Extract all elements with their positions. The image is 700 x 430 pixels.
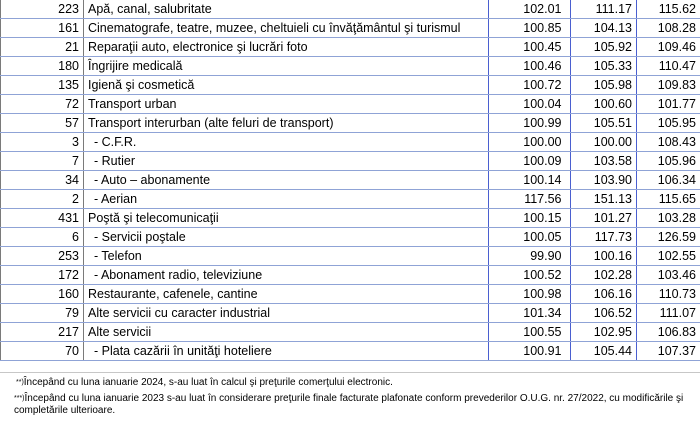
footnote-2: [0, 393, 700, 417]
index-value-1-cell: 100.45: [489, 38, 566, 57]
index-value-3-cell: 111.07: [637, 304, 700, 323]
index-value-2-cell: 104.13: [571, 19, 637, 38]
index-value-1-cell: 100.46: [489, 57, 566, 76]
category-name-cell: Poştă şi telecomunicaţii: [84, 209, 489, 228]
weight-cell: 431: [1, 209, 84, 228]
weight-cell: 2: [1, 190, 84, 209]
index-value-1-cell: 100.52: [489, 266, 566, 285]
weight-cell: 180: [1, 57, 84, 76]
table-row: [1, 19, 700, 38]
weight-cell: 70: [1, 342, 84, 361]
weight-cell: 160: [1, 285, 84, 304]
index-value-2-cell: 102.95: [571, 323, 637, 342]
index-value-1-cell: 100.85: [489, 19, 566, 38]
index-value-2-cell: 100.00: [571, 133, 637, 152]
index-value-1-cell: 100.55: [489, 323, 566, 342]
index-value-2-cell: 117.73: [571, 228, 637, 247]
weight-cell: 6: [1, 228, 84, 247]
index-value-1-cell: 117.56: [489, 190, 566, 209]
index-value-2-cell: 105.44: [571, 342, 637, 361]
table-row: [1, 266, 700, 285]
table-row: [1, 76, 700, 95]
index-value-2-cell: 105.33: [571, 57, 637, 76]
index-value-2-cell: 100.60: [571, 95, 637, 114]
index-value-1-cell: 100.00: [489, 133, 566, 152]
index-value-2-cell: 101.27: [571, 209, 637, 228]
table-row: [1, 209, 700, 228]
index-value-3-cell: 103.28: [637, 209, 700, 228]
index-value-3-cell: 105.95: [637, 114, 700, 133]
index-value-3-cell: 107.37: [637, 342, 700, 361]
index-value-3-cell: 106.83: [637, 323, 700, 342]
weight-cell: 21: [1, 38, 84, 57]
category-name-cell: Alte servicii cu caracter industrial: [84, 304, 489, 323]
index-value-1-cell: 100.99: [489, 114, 566, 133]
table-row: [1, 304, 700, 323]
category-name-cell: Cinematografe, teatre, muzee, cheltuieli cu învăţământul şi turismul: [84, 19, 489, 38]
table-row: [1, 285, 700, 304]
table-row: [1, 171, 700, 190]
footnote-divider: [0, 372, 700, 373]
index-value-2-cell: 105.98: [571, 76, 637, 95]
weight-cell: 79: [1, 304, 84, 323]
index-value-1-cell: 100.91: [489, 342, 566, 361]
index-value-3-cell: 103.46: [637, 266, 700, 285]
table-row: [1, 0, 700, 19]
index-value-1-cell: 99.90: [489, 247, 566, 266]
category-name-cell: - C.F.R.: [84, 133, 489, 152]
table-body: [1, 0, 700, 361]
footnote-1-text: Începând cu luna ianuarie 2024, s-au luat în calcul şi preţurile comerţului electronic.: [23, 377, 393, 388]
table-row: [1, 323, 700, 342]
table-row: [1, 342, 700, 361]
index-value-1-cell: 100.14: [489, 171, 566, 190]
footnote-2-text: Începând cu luna ianuarie 2023 s-au luat în considerare preţurile finale facturate plafonate conform prevederilor O.U.G. nr. 27/2022, cu modificările şi completările ulterioare.: [14, 393, 684, 416]
index-value-3-cell: 102.55: [637, 247, 700, 266]
index-value-2-cell: 102.28: [571, 266, 637, 285]
index-value-1-cell: 100.04: [489, 95, 566, 114]
index-value-1-cell: 100.15: [489, 209, 566, 228]
table-row: [1, 114, 700, 133]
footnote-1: [0, 377, 700, 389]
weight-cell: 7: [1, 152, 84, 171]
weight-cell: 223: [1, 0, 84, 19]
category-name-cell: Transport interurban (alte feluri de transport): [84, 114, 489, 133]
weight-cell: 172: [1, 266, 84, 285]
weight-cell: 72: [1, 95, 84, 114]
index-value-2-cell: 105.92: [571, 38, 637, 57]
weight-cell: 253: [1, 247, 84, 266]
category-name-cell: Îngrijire medicală: [84, 57, 489, 76]
index-value-2-cell: 100.16: [571, 247, 637, 266]
index-value-3-cell: 108.28: [637, 19, 700, 38]
category-name-cell: Transport urban: [84, 95, 489, 114]
category-name-cell: - Servicii poştale: [84, 228, 489, 247]
index-value-1-cell: 100.09: [489, 152, 566, 171]
index-value-1-cell: 102.01: [489, 0, 566, 19]
index-value-2-cell: 151.13: [571, 190, 637, 209]
index-value-3-cell: 109.83: [637, 76, 700, 95]
weight-cell: 161: [1, 19, 84, 38]
weight-cell: 3: [1, 133, 84, 152]
table-row: [1, 228, 700, 247]
index-value-3-cell: 105.96: [637, 152, 700, 171]
category-name-cell: Restaurante, cafenele, cantine: [84, 285, 489, 304]
index-value-2-cell: 105.51: [571, 114, 637, 133]
table-row: [1, 95, 700, 114]
index-value-1-cell: 100.72: [489, 76, 566, 95]
category-name-cell: - Aerian: [84, 190, 489, 209]
category-name-cell: Reparaţii auto, electronice şi lucrări foto: [84, 38, 489, 57]
table-row: [1, 152, 700, 171]
index-value-3-cell: 110.73: [637, 285, 700, 304]
table-row: [1, 190, 700, 209]
index-value-3-cell: 126.59: [637, 228, 700, 247]
index-value-2-cell: 103.58: [571, 152, 637, 171]
category-name-cell: - Auto – abonamente: [84, 171, 489, 190]
index-value-1-cell: 100.05: [489, 228, 566, 247]
index-value-3-cell: 106.34: [637, 171, 700, 190]
table-row: [1, 57, 700, 76]
weight-cell: 135: [1, 76, 84, 95]
category-name-cell: - Plata cazării în unităţi hoteliere: [84, 342, 489, 361]
index-value-3-cell: 109.46: [637, 38, 700, 57]
table-row: [1, 133, 700, 152]
weight-cell: 217: [1, 323, 84, 342]
category-name-cell: Igienă şi cosmetică: [84, 76, 489, 95]
index-value-3-cell: 108.43: [637, 133, 700, 152]
index-value-3-cell: 115.62: [637, 0, 700, 19]
index-value-1-cell: 101.34: [489, 304, 566, 323]
category-name-cell: Alte servicii: [84, 323, 489, 342]
table-row: [1, 38, 700, 57]
category-name-cell: - Telefon: [84, 247, 489, 266]
weight-cell: 34: [1, 171, 84, 190]
index-value-1-cell: 100.98: [489, 285, 566, 304]
category-name-cell: - Rutier: [84, 152, 489, 171]
index-value-3-cell: 115.65: [637, 190, 700, 209]
index-value-2-cell: 111.17: [571, 0, 637, 19]
index-value-3-cell: 110.47: [637, 57, 700, 76]
category-name-cell: Apă, canal, salubritate: [84, 0, 489, 19]
weight-cell: 57: [1, 114, 84, 133]
footnote-2-mark: ***): [14, 395, 25, 402]
index-value-2-cell: 103.90: [571, 171, 637, 190]
index-value-2-cell: 106.52: [571, 304, 637, 323]
footnote-1-mark: **): [16, 379, 24, 386]
index-value-2-cell: 106.16: [571, 285, 637, 304]
category-name-cell: - Abonament radio, televiziune: [84, 266, 489, 285]
index-value-3-cell: 101.77: [637, 95, 700, 114]
table-row: [1, 247, 700, 266]
